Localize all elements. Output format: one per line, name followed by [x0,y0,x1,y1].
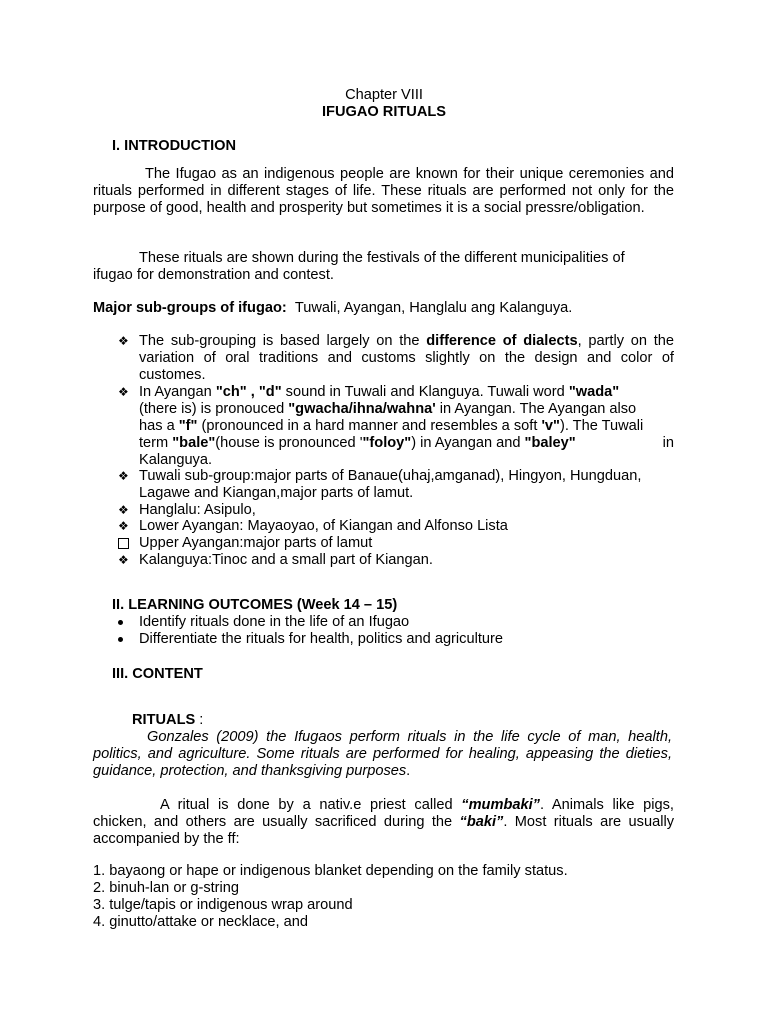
intro-paragraph-2-line-2: ifugao for demonstration and contest. [93,267,334,283]
diamond-bullet-icon: ❖ [118,519,129,533]
major-subgroups-text: Tuwali, Ayangan, Hanglalu ang Kalanguya. [294,300,573,316]
square-bullet-icon [118,538,129,549]
bullet-kalanguya: Kalanguya:Tinoc and a small part of Kiangan. [139,552,433,568]
major-subgroups-label: Major sub-groups of ifugao: [93,300,287,316]
learning-outcomes-heading: II. LEARNING OUTCOMES (Week 14 – 15) [112,597,398,613]
content-heading: III. CONTENT [112,666,203,682]
chapter-number: Chapter VIII [345,87,423,103]
outcome-item: Differentiate the rituals for health, politics and agriculture [139,631,503,647]
round-bullet-icon [118,637,123,642]
intro-paragraph-1: The Ifugao as an indigenous people are known for their unique ceremonies and rituals performed in different stages of life. These rituals are performed not only for the purpose of good, health and prosperity but sometimes it is a social pressre/obligation. [93,166,674,216]
round-bullet-icon [118,620,123,625]
intro-paragraph-2-line-1: These rituals are shown during the festivals of the different municipalities of [139,250,625,266]
chapter-title: IFUGAO RITUALS [321,104,447,120]
ritual-item: 2. binuh-lan or g-string [93,880,240,896]
diamond-bullet-icon: ❖ [118,385,129,399]
diamond-bullet-icon: ❖ [118,469,129,483]
bullet-ayangan-line-5: Kalanguya. [139,452,213,468]
bullet-hanglalu: Hanglalu: Asipulo, [139,502,256,518]
diamond-bullet-icon: ❖ [118,503,129,517]
bullet-upper-ayangan: Upper Ayangan:major parts of lamut [139,535,373,551]
bullet-tuwali-line-1: Tuwali sub-group:major parts of Banaue(uhaj,amganad), Hingyon, Hungduan, [139,468,642,484]
major-subgroups-line [93,300,572,317]
bullet-ayangan-line-1: In Ayangan "ch" , "d" sound in Tuwali and Klanguya. Tuwali word "wada" [139,384,620,400]
bullet-ayangan-line-4: term "bale"(house is pronounced '"foloy") in Ayangan and "baley" in [139,435,674,451]
outcome-item: Identify rituals done in the life of an Ifugao [139,614,410,630]
diamond-bullet-icon: ❖ [118,553,129,567]
introduction-heading: I. INTRODUCTION [112,138,237,154]
ritual-item: 1. bayaong or hape or indigenous blanket depending on the family status. [93,863,568,879]
bullet-lower-ayangan: Lower Ayangan: Mayaoyao, of Kiangan and Alfonso Lista [139,518,508,534]
mumbaki-paragraph: A ritual is done by a nativ.e priest called “mumbaki”. Animals like pigs, chicken, and others are usually sacrificed during the “baki”. Most rituals are usually accompanied by the ff: [93,797,674,847]
bullet-ayangan-line-3: has a "f" (pronounced in a hard manner and resembles a soft 'v"). The Tuwali [139,418,644,434]
diamond-bullet-icon: ❖ [118,334,129,348]
ritual-item: 3. tulge/tapis or indigenous wrap around [93,897,353,913]
gonzales-paragraph: Gonzales (2009) the Ifugaos perform rituals in the life cycle of man, health, politics, and agriculture. Some rituals are performed for healing, appeasing the dieties, guidance, protection, and thanksgiving purposes. [93,729,672,779]
rituals-heading: RITUALS : [132,712,204,728]
bullet-tuwali-line-2: Lagawe and Kiangan,major parts of lamut. [139,485,414,501]
bullet-ayangan-line-2: (there is) is pronouced "gwacha/ihna/wahna' in Ayangan. The Ayangan also [139,401,637,417]
bullet-dialects: The sub-grouping is based largely on the difference of dialects, partly on the variation of oral traditions and customs slightly on the design and color of customes. [139,333,674,383]
ritual-item: 4. ginutto/attake or necklace, and [93,914,308,930]
